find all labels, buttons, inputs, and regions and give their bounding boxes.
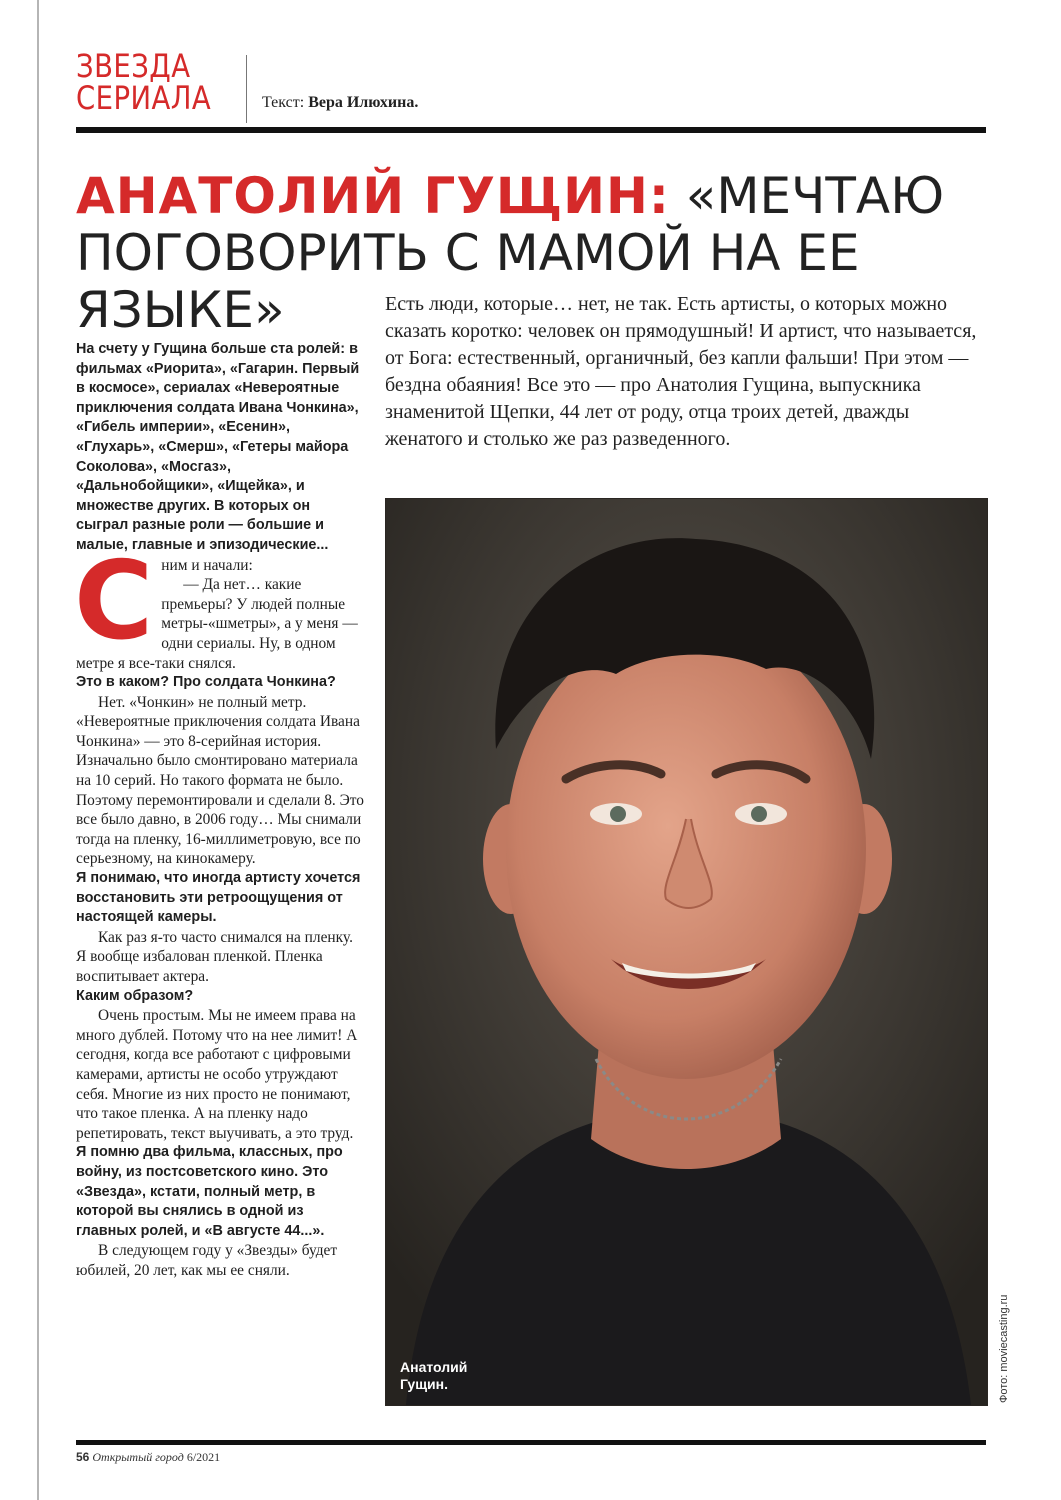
interview-question: Я помню два фильма, классных, про войну, из постсоветского кино. Это «Звезда», кстати, полный метр, в которой вы снялись в одной из главных ролей, и «В августе 44...». (76, 1144, 343, 1239)
caption-line-2: Гущин. (400, 1376, 448, 1392)
top-rule (76, 127, 986, 133)
article-column (76, 340, 364, 1281)
headline-quote: «МЕЧТАЮ ПОГОВОРИТЬ С МАМОЙ НА ЕЕ ЯЗЫКЕ» (76, 167, 945, 339)
interview-answer: ним и начали: (161, 556, 253, 574)
interview-answer: Нет. «Чонкин» не полный метр. «Невероятные приключения солдата Ивана Чонкина» — это 8-серийная история. Изначально было смонтировано материала на 10 серий. Но такого формата не было. Поэтому перемонтировали и сделали 8. Это все было давно, в 2006 году… Мы снимали тогда на пленку, 16-миллиметровую, все по серьезному, на кинокамеру. (76, 693, 364, 868)
photo-credit: Фото: moviecasting.ru (998, 1294, 1010, 1403)
interview-answer: В следующем году у «Звезды» будет юбилей, 20 лет, как мы ее сняли. (76, 1242, 338, 1279)
author-credit (262, 94, 418, 112)
section-rubric (76, 47, 233, 117)
interview-question: Я понимаю, что иногда артисту хочется восстановить эти ретроощущения от настоящей камеры. (76, 870, 361, 926)
page-number: 56 (76, 1450, 90, 1464)
rubric-divider (246, 55, 247, 123)
drop-cap: С (74, 538, 154, 664)
headline-name: АНАТОЛИЙ ГУЩИН: (76, 167, 670, 225)
page-margin-line (37, 0, 39, 1500)
credit-label: Текст: (262, 94, 305, 111)
interview-question: Это в каком? Про солдата Чонкина? (76, 674, 336, 691)
interview-answer: Очень простым. Мы не имеем права на много дублей. Потому что на нее лимит! А сегодня, когда все работают с цифровыми камерами, артисты не особо утруждают себя. Многие из них просто не понимают, что такое пленка. А на пленку надо репетировать, текст выучивать, а это труд. (76, 1007, 358, 1142)
rubric-line-1: ЗВЕЗДА (76, 47, 191, 85)
page-footer (76, 1450, 220, 1465)
photo-caption (400, 1359, 467, 1393)
issue-number: 6/2021 (186, 1450, 221, 1464)
portrait-illustration (386, 499, 987, 1405)
intro-paragraph: На счету у Гущина больше ста ролей: в фильмах «Риорита», «Гагарин. Первый в космосе», сериалах «Невероятные приключения солдата Ивана Чонкина», «Гибель империи», «Есенин», «Глухарь», «Смерш», «Гетеры майора Соколова», «Мосгаз», «Дальнобойщики», «Ищейка», и множестве других. В которых он сыграл разные роли — большие и малые, главные и эпизодические... (76, 341, 360, 553)
body-paragraphs (74, 538, 364, 1281)
caption-line-1: Анатолий (400, 1359, 468, 1375)
credit-author: Вера Илюхина. (308, 94, 419, 111)
interview-question: Каким образом? (76, 987, 194, 1004)
article-body (74, 538, 364, 1281)
lead-paragraph: Есть люди, которые… нет, не так. Есть артисты, о которых можно сказать коротко: человек он прямодушный! И артист, что называется, от Бога: естественный, органичный, без капли фальши! При этом — бездна обаяния! Все это — про Анатолия Гущина, выпускника знаменитой Щепки, 44 лет от роду, отца троих детей, дважды женатого и столько же раз разведенного. (385, 293, 977, 450)
magazine-name: Открытый город (92, 1450, 184, 1464)
rubric-line-2: СЕРИАЛА (76, 79, 212, 117)
portrait-photo (385, 498, 988, 1406)
interview-answer: Как раз я-то часто снимался на пленку. Я вообще избалован пленкой. Пленка воспитывает актера. (76, 928, 353, 985)
bottom-rule (76, 1440, 986, 1445)
interview-answer: — Да нет… какие премьеры? У людей полные метры-«шметры», а у меня — одни сериалы. Ну, в одном метре я все-таки снялся. (76, 576, 358, 672)
